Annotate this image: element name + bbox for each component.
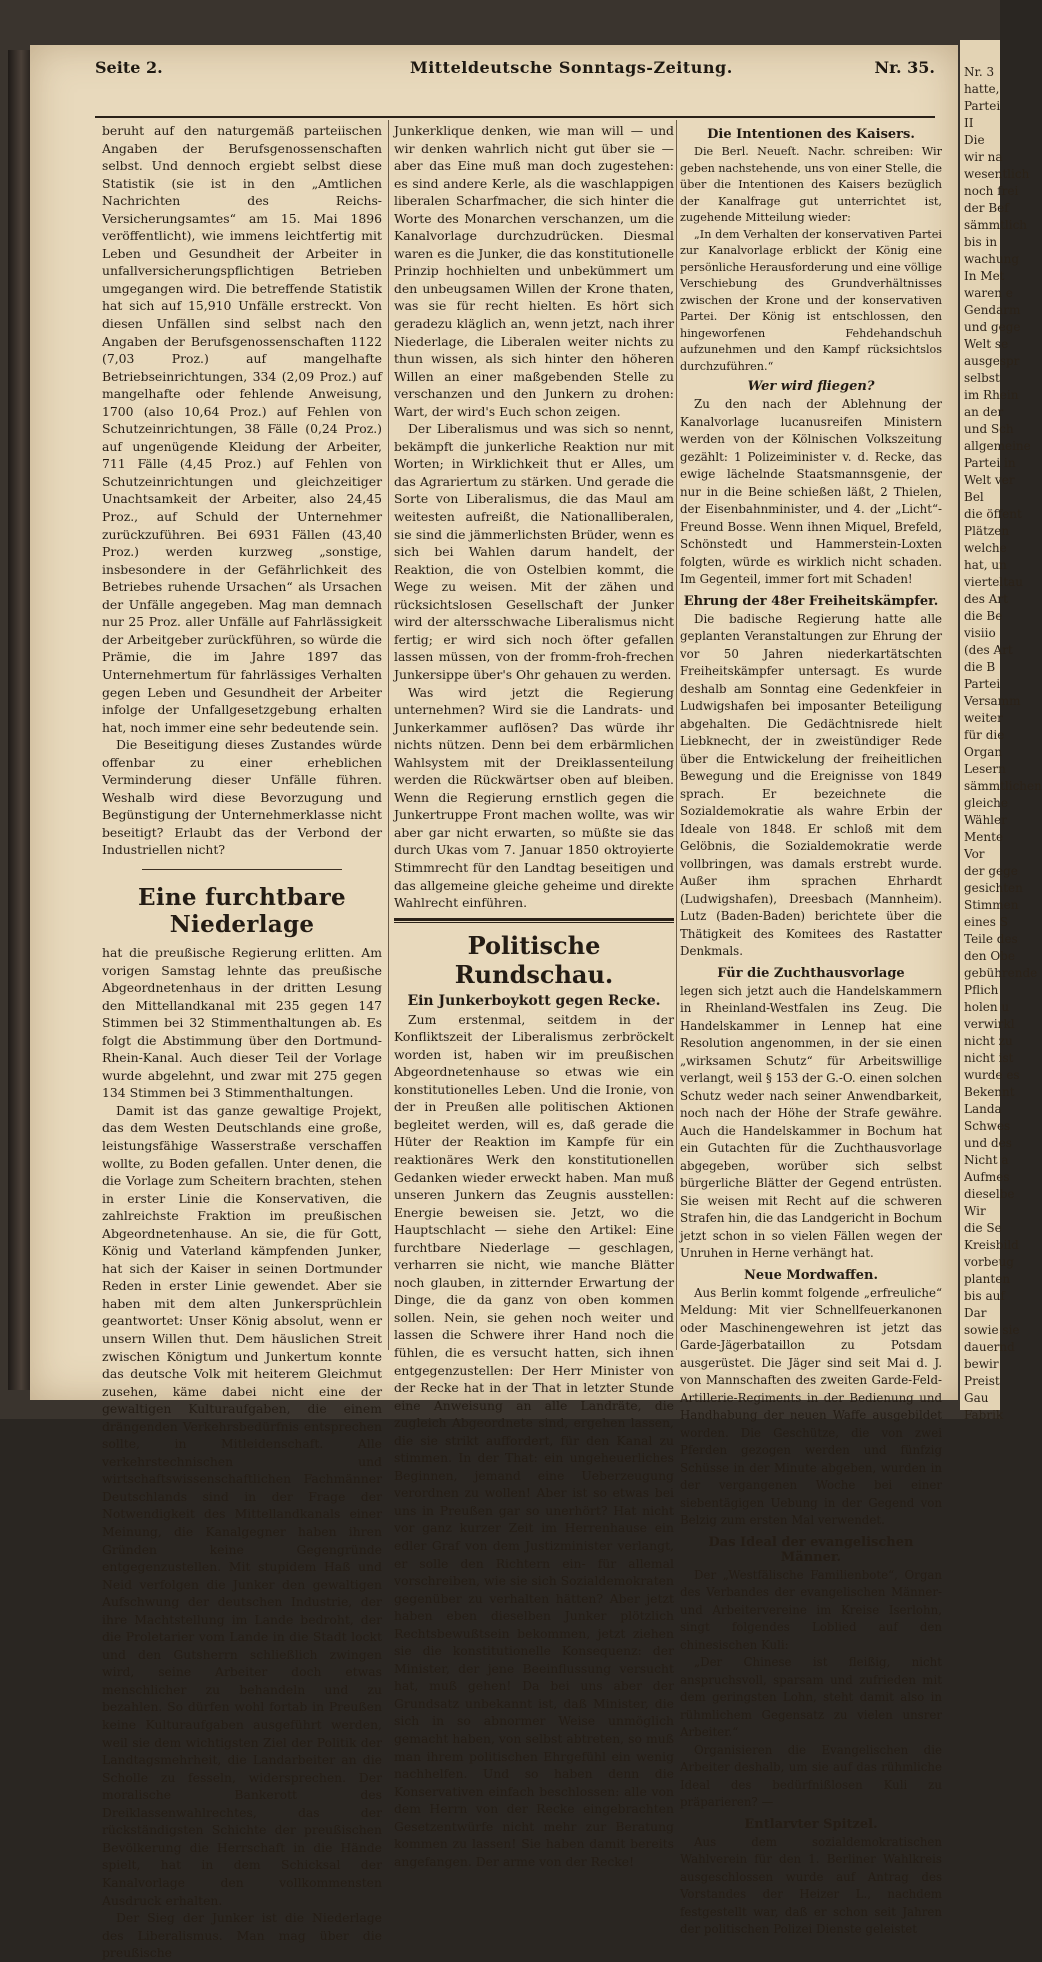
adjacent-page-fragment: bis in <box>964 235 998 249</box>
article-heading: Ehrung der 48er Freiheitskämpfer. <box>683 593 939 609</box>
article-paragraph: Aus dem sozialdemokratischen Wahlverein für den 1. Berliner Wahlkreis ausgeschlossen wurde auf Antrag des Vorstandes der Heizer L., nachdem festgestellt war, daß er schon seit Jahren der politischen Polizei Dienste geleistet <box>680 1834 942 1936</box>
section-heading: Politische Rundschau. <box>454 930 614 989</box>
adjacent-page-fragment: die Be <box>964 609 1003 623</box>
adjacent-page-fragment: Schwes <box>964 1119 1011 1133</box>
section-divider <box>394 918 674 923</box>
adjacent-page-fragment: hatte, <box>964 82 1000 96</box>
adjacent-page-fragment: II <box>964 116 974 130</box>
adjacent-page-fragment: Fabrik <box>964 1408 1004 1422</box>
adjacent-page-fragment: Die <box>964 133 985 147</box>
adjacent-page-fragment: den Obe <box>964 949 1015 963</box>
article-paragraph: Die badische Regierung hatte alle geplanten Veranstaltungen zur Ehrung der vor 50 Jahren niederkartätschten Freiheitskämpfer untersagt. Es wurde deshalb am Sonntag eine Gedenkfeier in Ludwigshafen bei imposanter Beteiligung abgehalten. Die Gedächtnisrede hielt Liebknecht, der in zweistündiger Rede über die Entwickelung der freiheitlichen Bewegung und die Ereignisse von 1849 sprach. Er bezeichnete die Sozialdemokratie als wahre Erbin der Ideale von 1848. Er schloß mit dem Gelöbnis, die Sozialdemokratie werde vollbringen, was damals erstrebt wurde. Außer ihm sprachen Ehrhardt (Ludwigshafen), Dreesbach (Mannheim). Lutz (Baden-Baden) berichtete über die Thätigkeit des Komitees des Rastatter Denkmals. <box>680 611 942 958</box>
article-heading: Die Intentionen des Kaisers. <box>707 127 915 142</box>
adjacent-page-fragment: Aufmes <box>964 1170 1010 1184</box>
adjacent-page-fragment: die B <box>964 660 996 674</box>
adjacent-page-fragment: Gau <box>964 1391 989 1405</box>
adjacent-page-fragment: Kreisbild <box>964 1238 1019 1252</box>
article-paragraph: Die Berl. Neueſt. Nachr. schreiben: Wir geben nachstehende, uns von einer Stelle, die über die Intentionen des Kaisers bezüglich der Kanalfrage gut unterrichtet ist, zugehende Mitteilung wieder: <box>680 145 942 224</box>
article-paragraph: Junkerklique denken, wie man will — und wir denken wahrlich nicht gut über sie — aber das Eine muß man doch zugestehen: es sind andere Kerle, als die waschlappigen liberalen Scharfmacher, die sich hinter die Worte des Monarchen verschanzen, um die Kanalvorlage durchzudrücken. Diesmal waren es die Junker, die das konstitutionelle Prinzip hochhielten und unbekümmert um den unbeugsamen Willen der Krone thaten, was sie für recht hielten. Es hört sich geradezu kläglich an, wenn jetzt, nach ihrer Niederlage, die Liberalen weiter nichts zu thun wissen, als sich hinter den höheren Willen an einer maßgebenden Stelle zu verschanzen und den Junkern zu drohen: Wart, der wird's Euch schon zeigen. <box>394 123 674 419</box>
adjacent-page-fragment: wir na <box>964 150 1003 164</box>
adjacent-page-fragment: bewir <box>964 1357 999 1371</box>
article-heading: Entlarvter Spitzel. <box>744 1816 878 1832</box>
article-quote: „In dem Verhalten der konservativen Partei zur Kanalvorlage erblickt der König eine persönliche Herausforderung und eine völlige Verschiebung des Grundverhältnisses zwischen der Krone und der konservativen Partei. Der König ist entschlossen, den hingeworfenen Fehdehandschuh aufzunehmen und den Kampf rücksichtslos durchzuführen.“ <box>680 227 942 373</box>
column-3 <box>680 122 942 1936</box>
adjacent-page-fragment: Bel <box>964 490 984 504</box>
adjacent-page-fragment: Partei <box>964 99 1001 113</box>
adjacent-page-fragment: im Rhein <box>964 388 1019 402</box>
adjacent-page-fragment: und Sch <box>964 422 1014 436</box>
adjacent-page-fragment: nicht ist <box>964 1051 1014 1065</box>
newspaper-title: Mitteldeutsche Sonntags-Zeitung. <box>410 58 733 77</box>
book-binding <box>8 50 30 1390</box>
adjacent-page-fragment: Gendarm <box>964 303 1021 317</box>
article-quote: „Der Chinese ist fleißig, nicht anspruchsvoll, sparsam und zufrieden mit dem geringsten Lohn, steht damit also in rühmlichem Gegensatz zu vielen unsrer Arbeiter.“ <box>680 1655 942 1739</box>
adjacent-page-fragment: nicht zu <box>964 1034 1013 1048</box>
adjacent-page-fragment: des Art <box>964 592 1008 606</box>
adjacent-page-fragment: noch frei <box>964 184 1019 198</box>
adjacent-page-fragment: Preist <box>964 1374 1000 1388</box>
adjacent-page-fragment: (des Art <box>964 643 1013 657</box>
article-paragraph: Aus Berlin kommt folgende „erfreuliche“ Meldung: Mit vier Schnellfeuerkanonen oder Maschinengewehren ist jetzt das Garde-Jägerbataillon zu Potsdam ausgerüstet. Die Jäger sind seit Mai d. J. von Mannschaften des zweiten Garde-Feld-Artillerie-Regiments in der Bedienung und Handhabung der neuen Waffe ausgebildet worden. Die Geschütze, die von zwei Pferden gezogen werden und fünfzig Schüsse in der Minute abgeben, wurden in der vergangenen Woche bei einer siebentägigen Uebung in der Gegend von Belzig zum ersten Mal verwendet. <box>680 1285 942 1527</box>
adjacent-page-fragment: gebührende <box>964 966 1038 980</box>
adjacent-page-fragment: Wähler <box>964 813 1007 827</box>
adjacent-page-fragment: welche <box>964 541 1007 555</box>
article-paragraph: Damit ist das ganze gewaltige Projekt, das dem Westen Deutschlands eine große, leistungsfähige Wasserstraße verschaffen wollte, zu Boden gefallen. Unter denen, die die Vorlage zum Scheitern brachten, stehen in erster Linie die Konservativen, die zahlreichste Fraktion im preußischen Abgeordnetenhause. An sie, die für Gott, König und Vaterland kämpfenden Junker, hat sich der Kaiser in seinen Dortmunder Reden in erster Linie gewendet. Aber sie haben mit dem alten Junkersprüchlein geantwortet: Unser König absolut, wenn er unsern Willen thut. Dem häuslichen Streit zwischen Königtum und Junkertum konnte das deutsche Volk mit heiterem Gleichmut zusehen, käme dabei nicht eine der gewaltigen Kulturaufgaben, die einem drängenden Verkehrsbedürfnis entsprechen sollte, in Mitleidenschaft. Alle verkehrstechnischen und wirtschaftswissenschaftlichen Fachmänner Deutschlands sind in der Frage der Notwendigkeit des Mittellandkanals einer Meinung, die Kanalgegner haben ihren Gründen keine Gegengründe entgegenzustellen. Mit stupidem Haß und Neid verfolgen die Junker den gewaltigen Aufschwung der deutschen Industrie, der ihre Machtstellung im Lande bedroht, der die Proletarier vom Lande in die Stadt lockt und den Gutsherrn schließlich zwingen wird, seine Arbeiter doch etwas menschlicher zu behandeln und zu bezahlen. So dürfen wohl fortab in Preußen keine Kulturaufgaben ausgeführt werden, weil sie dem wichtigsten Ziel der Politik der Landtagsmehrheit, die Landarbeiter an die Scholle zu fesseln, widersprechen. Der moralische Bankerott des Dreiklassenwahlrechtes, das der rückständigsten Schichte der preußischen Bevölkerung die Herrschaft in die Hände spielt, hat in dem Schicksal der Kanalvorlage den vollkommensten Ausdruck erhalten. <box>102 1102 382 1908</box>
adjacent-page-fragment: wesentlich <box>964 167 1030 181</box>
adjacent-page-fragment: bis auf <box>964 1289 1005 1303</box>
column-1 <box>102 122 382 1961</box>
adjacent-page-fragment: sämmtlich <box>964 218 1028 232</box>
adjacent-page-fragment: vierteltau <box>964 575 1023 589</box>
adjacent-page-fragment: wachung <box>964 252 1020 266</box>
article-paragraph: Was wird jetzt die Regierung unternehmen? Wird sie die Landrats- und Junkerkammer auflösen? Das würde ihr nichts nützen. Denn bei dem erbärmlichen Wahlsystem mit der Dreiklassenteilung werden die Rückwärtser oben auf bleiben. Wenn die Regierung ernstlich gegen die Junkertruppe Front machen wollte, was wir aber gar nicht erwarten, so müßte sie das durch Ukas vom 7. Januar 1850 oktroyierte Stimmrecht für den Landtag beseitigen und das allgemeine gleiche geheime und direkte Wahlrecht einführen. <box>394 684 674 911</box>
adjacent-page-fragment: Pflich <box>964 983 999 997</box>
article-paragraph: Organisieren die Evangelischen die Arbeiter deshalb, um sie auf das rühmliche Ideal des bedürfnißlosen Kuli zu präparieren? — <box>680 1742 942 1809</box>
adjacent-page-fragment: Vor <box>964 847 985 861</box>
adjacent-page-fragment: eines S <box>964 915 1008 929</box>
adjacent-page-fragment: holen u <box>964 1000 1010 1014</box>
column-divider <box>388 120 389 1350</box>
adjacent-page-fragment: Partei in <box>964 456 1016 470</box>
article-paragraph: beruht auf den naturgemäß parteiischen Angaben der Berufsgenossenschaften selbst. Und dennoch ergiebt selbst diese Statistik (sie ist in den „Amtlichen Nachrichten des Reichs-Versicherungsamtes“ am 15. Mai 1896 veröffentlicht), wie immens leichtfertig mit Leben und Gesundheit der Arbeiter in unfallversicherungspflichtigen Betrieben umgegangen wird. Die betreffende Statistik hat sich auf 15,910 Unfälle erstreckt. Von diesen Unfällen sind selbst nach den Angaben der Berufsgenossenschaften 1122 (7,03 Proz.) auf mangelhafte Betriebseinrichtungen, 334 (2,09 Proz.) auf mangelhafte oder fehlende Anweisung, 1700 (also 10,64 Proz.) auf Fehlen von Schutzeinrichtungen, 38 Fälle (0,24 Proz.) auf ungenügende Kleidung der Arbeiter, 711 Fälle (4,45 Proz.) auf Fehlen von Schutzeinrichtungen und gleichzeitiger Unachtsamkeit der Arbeiter, also 24,45 Proz., auf Schuld der Unternehmer zurückzuführen. Bei 6931 Fällen (43,40 Proz.) werden kurzweg „sonstige, insbesondere in der Gefährlichkeit des Betriebes ruhende Ursachen“ als Ursachen der Unfälle angegeben. Mag man demnach nur 25 Proz. aller Unfälle auf Fahrlässigkeit der Arbeitgeber zurückführen, so würde die Prämie, die im Jahre 1897 das Unternehmertum für fahrlässiges Verhalten gegen Leben und Gesundheit der Arbeiter infolge der Unfallgesetzgebung erhalten hat, noch immer eine sehr bedeutende sein. <box>102 123 382 735</box>
adjacent-page-fragment: verwirkl <box>964 1017 1015 1031</box>
adjacent-page-fragment: weiter <box>964 711 1003 725</box>
article-paragraph: Zu den nach der Ablehnung der Kanalvorlage lucanusreifen Ministern werden von der Kölnischen Volkszeitung gezählt: 1 Polizeiminister v. d. Recke, das ewige lächelnde Staatsmannsgenie, der nur in die Beine schießen läßt, 2 Thielen, der Eisenbahnminister, und 4. der „Licht“-Freund Bosse. Wenn ihnen Miquel, Brefeld, Schönstedt und Hammerstein-Loxten folgten, würde es wirklich nicht schaden. Im Gegenteil, immer fort mit Schaden! <box>680 397 942 586</box>
adjacent-page-fragment: Dar <box>964 1306 987 1320</box>
adjacent-page-fragment: Lesern <box>964 762 1006 776</box>
adjacent-page-fragment: Landa <box>964 1102 1002 1116</box>
adjacent-page-fragment: Welt ver <box>964 473 1015 487</box>
adjacent-page-fragment: die Se <box>964 1221 1002 1235</box>
divider <box>142 869 342 870</box>
adjacent-page-fragment: Welt se <box>964 337 1009 351</box>
adjacent-page-fragment: Wir <box>964 1204 986 1218</box>
adjacent-page-edge <box>960 40 1042 1422</box>
article-paragraph: Der „Westfälische Familienbote“, Organ des Verbandes der evangelischen Männer- und Arbeitervereine im Kreise Iserlohn, singt folgendes Loblied auf den chinesischen Kuli: <box>680 1567 942 1652</box>
column-divider <box>676 120 677 1350</box>
adjacent-page-fragment: Plätzen <box>964 524 1010 538</box>
article-heading: Wer wird fliegen? <box>747 379 875 394</box>
adjacent-page-fragment: In Met <box>964 269 1005 283</box>
adjacent-page-fragment: die öffent <box>964 507 1022 521</box>
page-header <box>95 50 935 86</box>
adjacent-page-fragment: waren e <box>964 286 1013 300</box>
article-paragraph: Zum erstenmal, seitdem in der Konfliktszeit der Liberalismus zerbröckelt worden ist, haben wir im preußischen Abgeordnetenhause so etwas wie ein konstitutionelles Leben. Und die Ironie, von der in Preußen alle politischen Aktionen begleitet werden, will es, daß gerade die Hüter der Reaktion im Kampfe für ein reaktionäres Werk den konstitutionellen Gedanken wieder erweckt haben. Man muß unseren Junkern das Zeugnis ausstellen: Energie beweisen sie. Jetzt, wo die Hauptschlacht — siehe den Artikel: Eine furchtbare Niederlage — geschlagen, verharren sie nicht, wie manche Blätter noch glauben, in zitternder Erwartung der Dinge, die da ganz von oben kommen sollen. Nein, sie gehen noch weiter und lassen die Schwere ihrer Hand noch die fühlen, die es versucht hatten, sich ihnen entgegenzustellen: Der Herr Minister von der Recke hat in der That in letzter Stunde eine Anweisung an alle Landräte, die zugleich Abgeordnete sind, ergehen lassen, die sie strikt auffordert, für den Kanal zu stimmen. In der That: ein ungeheuerliches Beginnen, jemand eine Ueberzeugung verordnen zu wollen! Aber ist so etwas bei uns in Preußen gar so unerhört? Hat nicht vor ganz kurzer Zeit im Herrenhause ein edler Graf von dem Justizminister verlangt, er solle den Richtern ein- für allemal vorschreiben, wie sie sich Sozialdemokraten gegenüber zu verhalten hätten? Aber jetzt haben eben dieselben Junker plötzlich Rechtsbewußtsein bekommen, jetzt ziehen sie die konstitutionelle Konsequenz: der Minister, der jene Beeinflussung versucht hat, muß gehen! Da bei uns aber der Grundsatz unbekannt ist, daß Minister, die sich in so abnormer Weise unmöglich gemacht haben, von selbst abtreten, so muß man ihrem politischen Ehrgefühl ein wenig nachhelfen. Und so haben denn die Konservativen einfach beschlossen: alle von dem Herrn von der Recke eingebrachten Gesetzentwürfe nicht mehr zur Beratung kommen zu lassen! Sie haben damit bereits angefangen. Der arme von der Recke! <box>394 1011 674 1869</box>
article-paragraph: Der Liberalismus und was sich so nennt, bekämpft die junkerliche Reaktion nur mit Worten; in Wirklichkeit thut er Alles, um das Agrariertum zu stärken. Und gerade die Sorte von Liberalismus, die das Maul am weitesten aufreißt, die Nationalliberalen, sie sind die jämmerlichsten Brüder, wenn es sich bei Wahlen darum handelt, der Reaktion, die von Ostelbien kommt, die Wege zu weisen. Mit der zähen und rücksichtslosen Gesellschaft der Junker wird der altersschwache Liberalismus nicht fertig; er wird sich noch öfter gefallen lassen müssen, von der fromm-froh-frechen Junkersippe über's Ohr gehauen zu werden. <box>394 421 674 682</box>
issue-number: Nr. 35. <box>874 58 935 77</box>
column-2 <box>394 122 674 1869</box>
adjacent-page-fragment: wurde es <box>964 1068 1020 1082</box>
adjacent-page-fragment: Organ <box>964 745 1003 759</box>
adjacent-page-fragment: vorbeug <box>964 1255 1014 1269</box>
adjacent-page-fragment: und des <box>964 1136 1012 1150</box>
adjacent-page-fragment: Nicht a <box>964 1153 1009 1167</box>
adjacent-page-fragment: dauernd <box>964 1340 1015 1354</box>
adjacent-page-fragment: visiio <box>964 626 996 640</box>
adjacent-page-fragment: Partei <box>964 677 1001 691</box>
adjacent-page-fragment: allgemeine <box>964 439 1031 453</box>
adjacent-page-fragment: gleiche <box>964 796 1009 810</box>
article-heading: Eine furchtbare Niederlage <box>138 883 346 938</box>
adjacent-page-fragment: an der <box>964 405 1004 419</box>
article-paragraph: hat die preußische Regierung erlitten. Am vorigen Samstag lehnte das preußische Abgeordnetenhaus in der dritten Lesung den Mittellandkanal mit 235 gegen 147 Stimmen bei 32 Stimmenthaltungen ab. Es folgt die Abstimmung über den Dortmund-Rhein-Kanal. Auch dieser Teil der Vorlage wurde abgelehnt, und zwar mit 275 gegen 134 Stimmen bei 3 Stimmenthaltungen. <box>102 944 382 1101</box>
article-heading: Ein Junkerboykott gegen Recke. <box>407 992 661 1009</box>
header-rule <box>95 116 935 118</box>
adjacent-page-fragment: der Bef <box>964 201 1009 215</box>
adjacent-page-fragment: Versamm <box>964 694 1021 708</box>
adjacent-page-fragment: Bekennt <box>964 1085 1015 1099</box>
adjacent-page-fragment: sowie sie <box>964 1323 1020 1337</box>
adjacent-page-fragment: gesichten <box>964 881 1023 895</box>
adjacent-page-fragment: Teile des <box>964 932 1018 946</box>
adjacent-page-fragment: Mente <box>964 830 1004 844</box>
adjacent-page-fragment: Stimmen <box>964 898 1019 912</box>
adjacent-page-fragment: für die <box>964 728 1005 742</box>
article-paragraph: Die Beseitigung dieses Zustandes würde offenbar zu einer erheblichen Verminderung dieser Unfälle führen. Weshalb wird diese Bevorzugung und Begünstigung der Unternehmerklasse nicht beseitigt? Erlaubt das der Verbond der Industriellen nicht? <box>102 737 382 858</box>
article-heading: Neue Mordwaffen. <box>744 1267 878 1283</box>
adjacent-page-fragment: planten <box>964 1272 1011 1286</box>
adjacent-page-fragment: ausgespr <box>964 354 1020 368</box>
article-paragraph: Der Sieg der Junker ist die Niederlage des Liberalismus. Man mag über die preußische <box>102 1910 382 1961</box>
adjacent-page-fragment: dieselbe <box>964 1187 1015 1201</box>
adjacent-page-fragment: sämmtlichen <box>964 779 1042 793</box>
adjacent-page-fragment: der gege <box>964 864 1018 878</box>
article-heading: Das Ideal der evangelischen Männer. <box>708 1534 914 1565</box>
page-number: Seite 2. <box>95 58 163 77</box>
article-paragraph: legen sich jetzt auch die Handelskammern in Rheinland-Westfalen ins Zeug. Die Handelskammer in Lennep hat eine Resolution angenommen, in der sie einen „wirksamen Schutz“ für Arbeitswillige verlangt, weil § 153 der G.-O. einen solchen Schutz weder nach seiner Anwendbarkeit, noch nach der Höhe der Strafe gewähre. Auch die Handelskammer in Bochum hat ein Gutachten für die Zuchthausvorlage abgegeben, worüber sich selbst bürgerliche Blätter der Gegend entrüsten. Sie weisen mit Recht auf die schweren Strafen hin, die das Landgericht in Bochum jetzt schon in so vielen Fällen wegen der Unruhen in Herne verhängt hat. <box>680 983 942 1260</box>
adjacent-page-fragment: hat, un <box>964 558 1007 572</box>
adjacent-page-fragment: und gege <box>964 320 1021 334</box>
article-heading: Für die Zuchthausvorlage <box>717 965 905 981</box>
adjacent-page-fragment: selbst <box>964 371 1000 385</box>
adjacent-page-fragment: Nr. 3 <box>964 65 995 79</box>
